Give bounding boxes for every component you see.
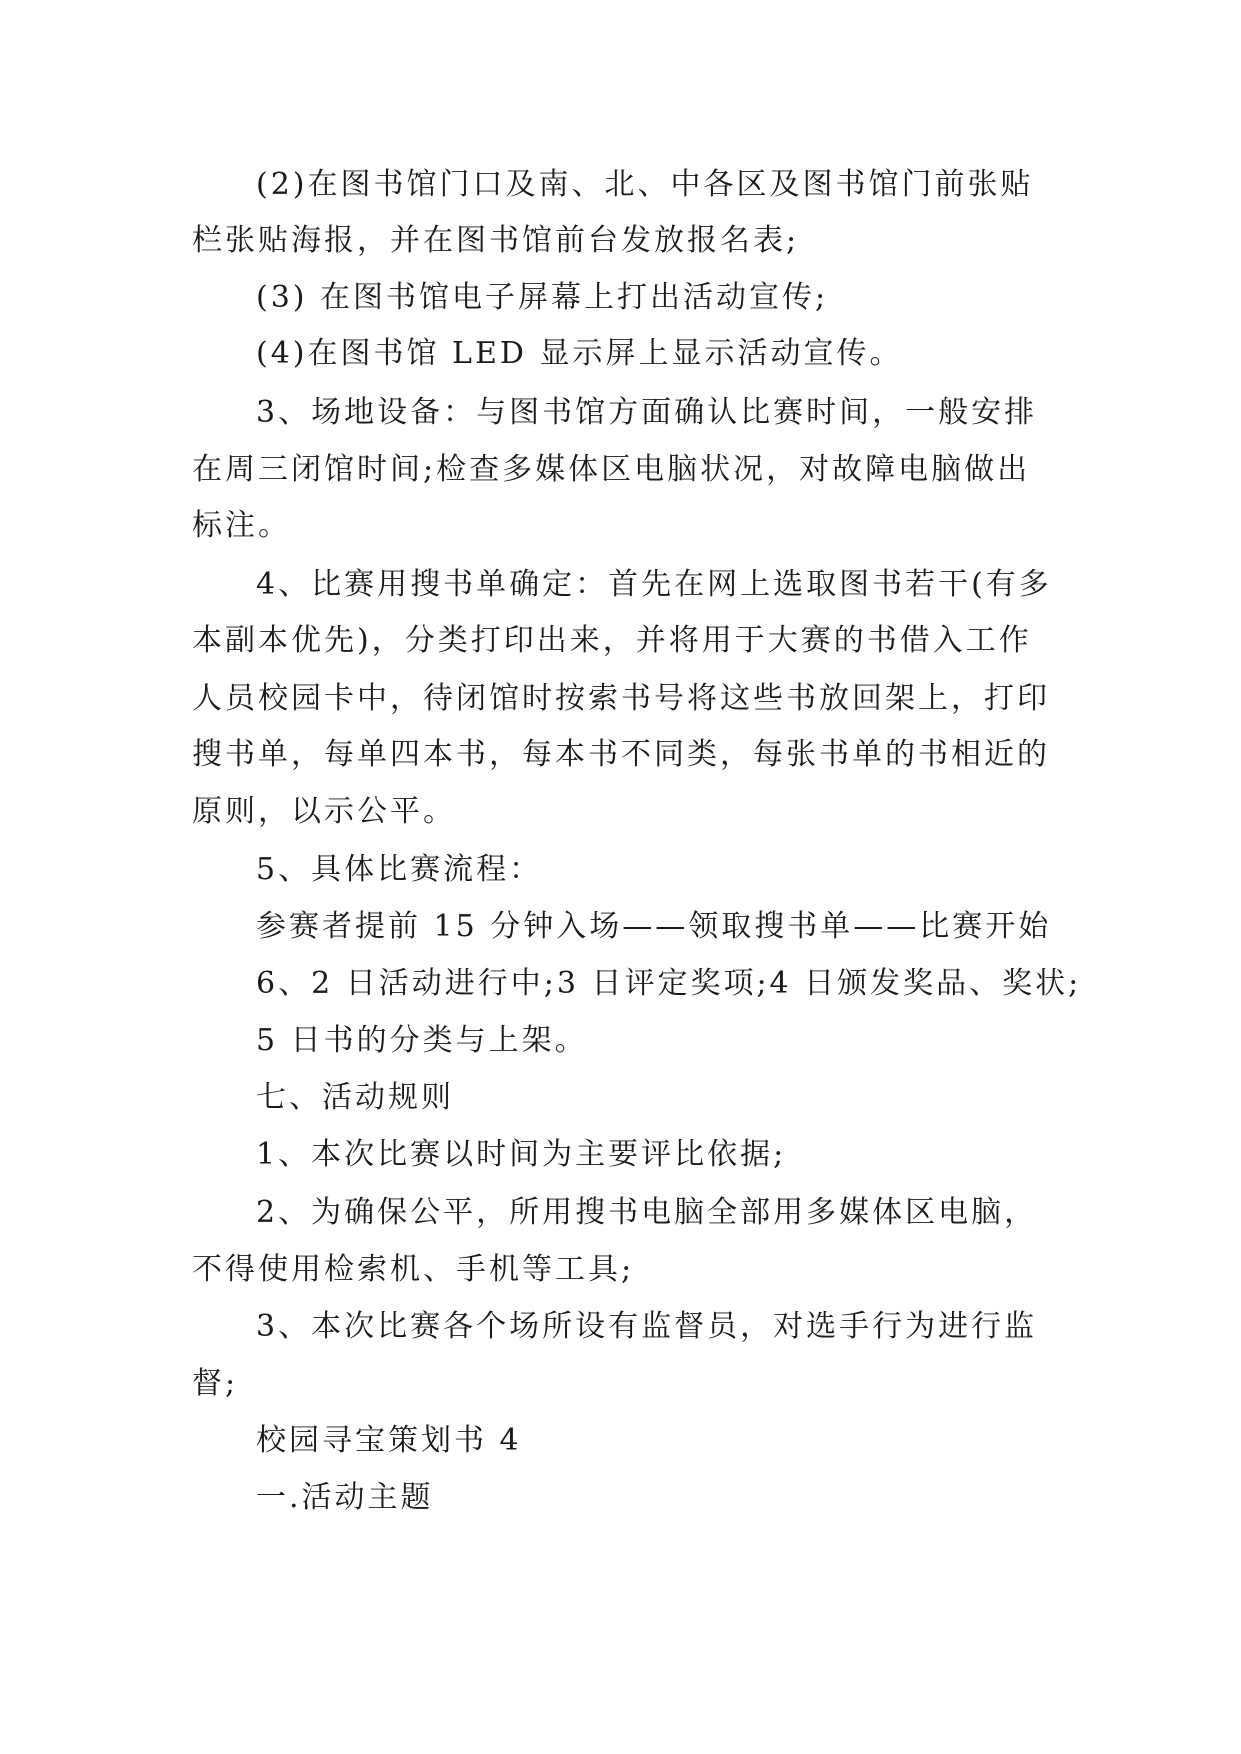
paragraph-line: 搜书单，每单四本书，每本书不同类，每张书单的书相近的: [192, 737, 1050, 772]
paragraph-line: 4、比赛用搜书单确定：首先在网上选取图书若干(有多: [256, 567, 1052, 602]
paragraph-line: 2、为确保公平，所用搜书电脑全部用多媒体区电脑，: [256, 1195, 1038, 1230]
section-heading: 七、活动规则: [256, 1080, 454, 1115]
paragraph-line: 人员校园卡中，待闭馆时按索书号将这些书放回架上，打印: [192, 681, 1050, 716]
paragraph-line: 5 日书的分类与上架。: [256, 1023, 588, 1058]
document-title: 校园寻宝策划书 4: [256, 1423, 522, 1458]
paragraph-line: 标注。: [192, 508, 291, 543]
paragraph-line: 督;: [192, 1366, 239, 1401]
paragraph-line: 本副本优先)，分类打印出来，并将用于大赛的书借入工作: [192, 623, 1032, 658]
paragraph-line: 3、场地设备：与图书馆方面确认比赛时间，一般安排: [256, 395, 1038, 430]
paragraph-line: (4)在图书馆 LED 显示屏上显示活动宣传。: [256, 336, 903, 371]
paragraph-line: 5、具体比赛流程：: [256, 852, 543, 887]
paragraph-line: 栏张贴海报，并在图书馆前台发放报名表;: [192, 223, 800, 258]
paragraph-line: 原则，以示公平。: [192, 794, 456, 829]
paragraph-line: 3、本次比赛各个场所设有监督员，对选手行为进行监: [256, 1309, 1038, 1344]
paragraph-line: (2)在图书馆门口及南、北、中各区及图书馆门前张贴: [256, 167, 1034, 202]
paragraph-line: 不得使用检索机、手机等工具;: [192, 1252, 635, 1287]
paragraph-line: 在周三闭馆时间;检查多媒体区电脑状况，对故障电脑做出: [192, 452, 1031, 487]
paragraph-line: 6、2 日活动进行中;3 日评定奖项;4 日颁发奖品、奖状;: [256, 966, 1082, 1001]
paragraph-line: 参赛者提前 15 分钟入场——领取搜书单——比赛开始: [256, 909, 1052, 944]
paragraph-line: 1、本次比赛以时间为主要评比依据;: [256, 1137, 787, 1172]
paragraph-line: (3) 在图书馆电子屏幕上打出活动宣传;: [256, 280, 829, 315]
section-heading: 一.活动主题: [256, 1480, 434, 1515]
